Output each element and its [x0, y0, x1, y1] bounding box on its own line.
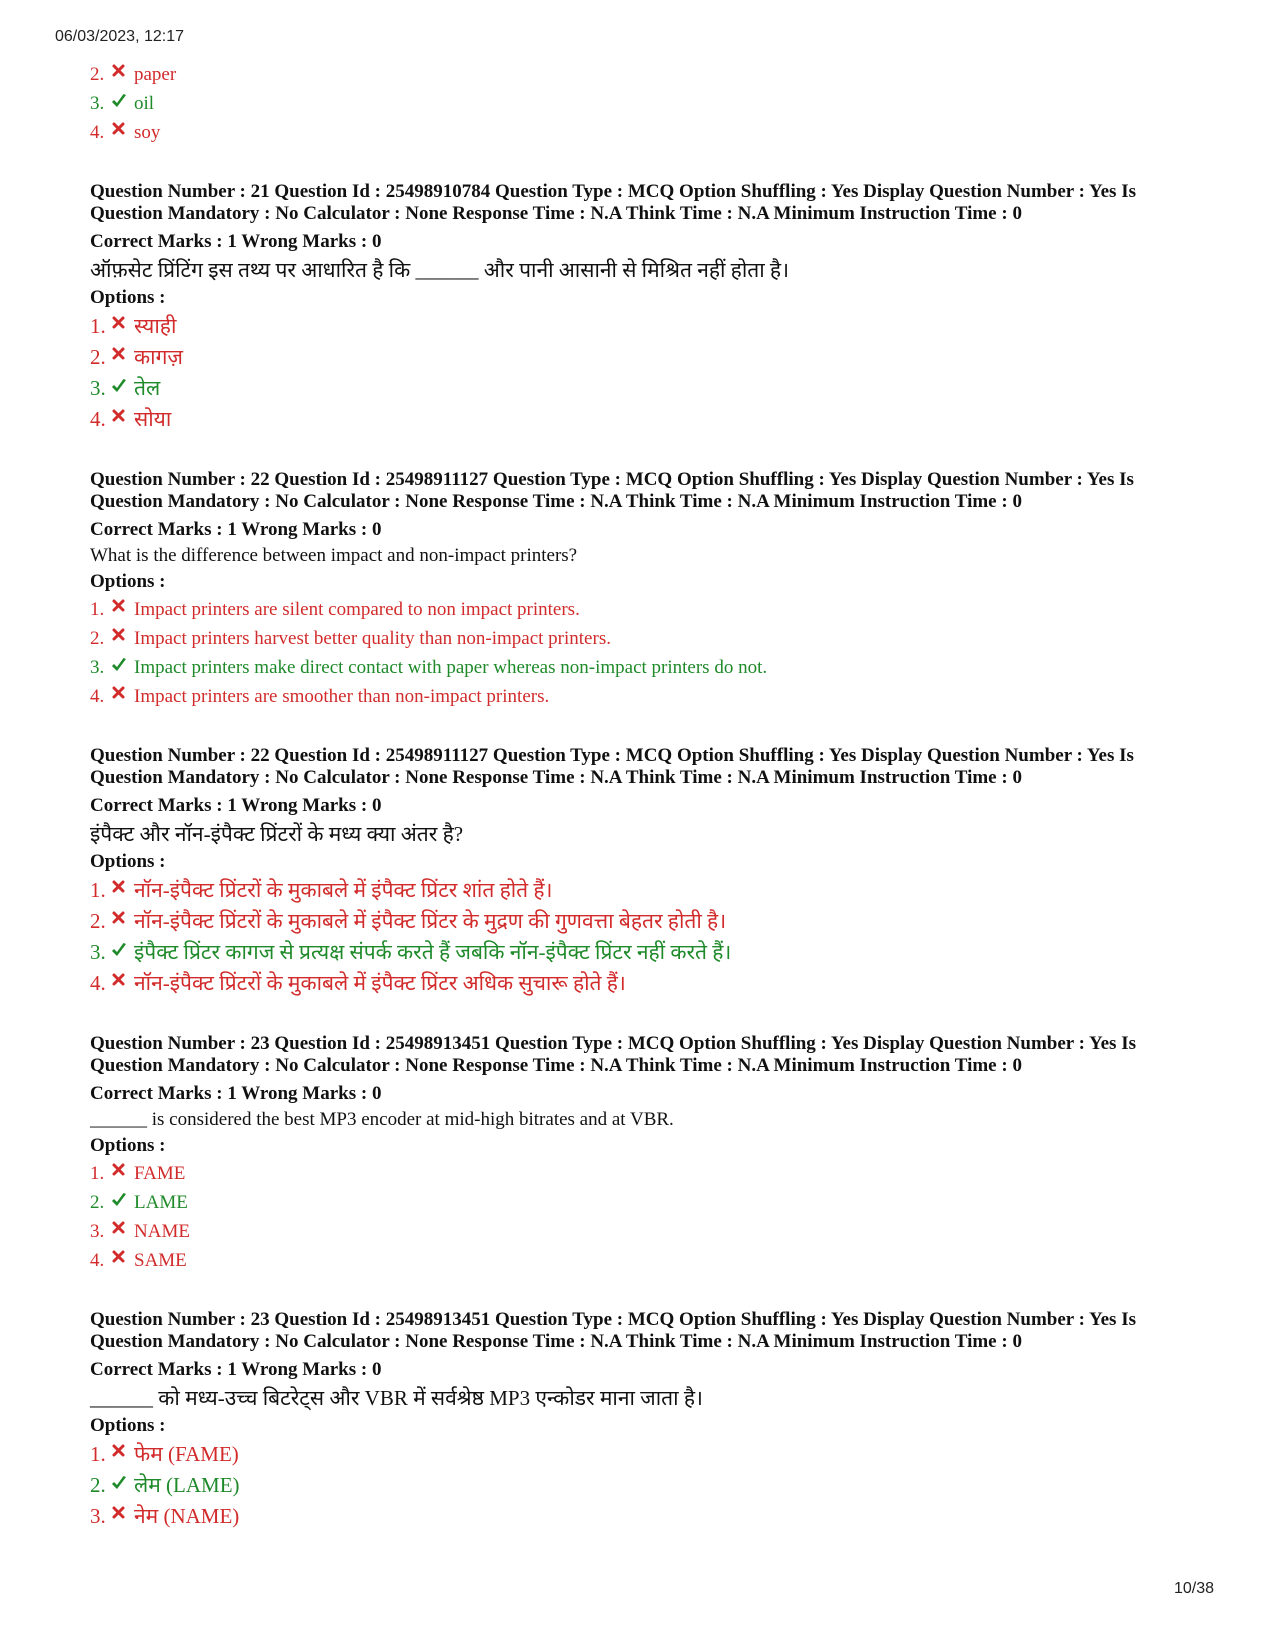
- option-number: 2.: [90, 345, 106, 369]
- question-meta: [90, 181, 1200, 225]
- cross-icon: [110, 118, 134, 147]
- option-number: 2.: [90, 1192, 105, 1213]
- option-text: नॉन-इंपैक्ट प्रिंटरों के मुकाबले में इंपैक्ट प्रिंटर शांत होते हैं।: [134, 878, 553, 902]
- option-text: SAME: [134, 1250, 187, 1271]
- question-meta-line: Question Mandatory : No Calculator : None Response Time : N.A Think Time : N.A Minimum Instruction Time : 0: [90, 1055, 1022, 1076]
- option-text: नॉन-इंपैक्ट प्रिंटरों के मुकाबले में इंपैक्ट प्रिंटर के मुद्रण की गुणवत्ता बेहतर होती है।: [134, 909, 727, 933]
- question-text: ______ को मध्य-उच्च बिटरेट्स और VBR में सर्वश्रेष्ठ MP3 एन्कोडर माना जाता है।: [90, 1386, 703, 1410]
- question-marks: Correct Marks : 1 Wrong Marks : 0: [90, 231, 382, 252]
- question-marks: Correct Marks : 1 Wrong Marks : 0: [90, 795, 382, 816]
- options-label: Options :: [90, 851, 166, 872]
- question-block: [90, 181, 1200, 435]
- option-number: 4.: [90, 971, 106, 995]
- check-icon: [110, 938, 134, 967]
- options-label: Options :: [90, 571, 166, 592]
- option-item: [90, 937, 1200, 968]
- option-item: [90, 1159, 1200, 1188]
- cross-icon: [110, 876, 134, 905]
- options-label: Options :: [90, 1135, 166, 1156]
- question-meta: [90, 745, 1200, 789]
- question-meta-line: Question Number : 21 Question Id : 25498910784 Question Type : MCQ Option Shuffling : Yes Display Question Number : Yes Is: [90, 181, 1136, 202]
- options-label: Options :: [90, 1415, 166, 1436]
- option-item: [90, 311, 1200, 342]
- question-meta-line: Question Mandatory : No Calculator : None Response Time : N.A Think Time : N.A Minimum Instruction Time : 0: [90, 491, 1022, 512]
- print-timestamp: 06/03/2023, 12:17: [55, 28, 185, 45]
- option-number: 1.: [90, 1163, 105, 1184]
- option-item: [90, 1188, 1200, 1217]
- option-item: [90, 1217, 1200, 1246]
- question-marks: Correct Marks : 1 Wrong Marks : 0: [90, 519, 382, 540]
- option-item: [90, 875, 1200, 906]
- option-item: [90, 342, 1200, 373]
- question-meta-line: Question Number : 23 Question Id : 25498913451 Question Type : MCQ Option Shuffling : Yes Display Question Number : Yes Is: [90, 1033, 1136, 1054]
- option-number: 2.: [90, 909, 106, 933]
- option-text: Impact printers harvest better quality than non-impact printers.: [134, 628, 611, 649]
- question-meta: [90, 1309, 1200, 1353]
- option-item: [90, 682, 1200, 711]
- option-item: [90, 1501, 1200, 1532]
- options-list: [90, 1439, 1200, 1532]
- option-text: Impact printers make direct contact with paper whereas non-impact printers do not.: [134, 657, 768, 678]
- questions-list: [90, 181, 1200, 1532]
- cross-icon: [110, 312, 134, 341]
- question-meta-line: Question Mandatory : No Calculator : None Response Time : N.A Think Time : N.A Minimum Instruction Time : 0: [90, 1331, 1022, 1352]
- question-text: ______ is considered the best MP3 encoder at mid-high bitrates and at VBR.: [90, 1109, 674, 1130]
- question-block: [90, 1033, 1200, 1275]
- cross-icon: [110, 682, 134, 711]
- cross-icon: [110, 624, 134, 653]
- options-list: [90, 1159, 1200, 1275]
- option-text: सोया: [134, 407, 172, 431]
- continued-options-list: [90, 60, 1200, 147]
- check-icon: [110, 653, 134, 682]
- option-text: Impact printers are smoother than non-impact printers.: [134, 686, 550, 707]
- options-list: [90, 595, 1200, 711]
- question-marks: Correct Marks : 1 Wrong Marks : 0: [90, 1359, 382, 1380]
- option-number: 3.: [90, 1504, 106, 1528]
- option-number: 3.: [90, 1221, 105, 1242]
- question-meta-line: Question Number : 23 Question Id : 25498913451 Question Type : MCQ Option Shuffling : Yes Display Question Number : Yes Is: [90, 1309, 1136, 1330]
- option-text: soy: [134, 122, 161, 143]
- option-item: [90, 968, 1200, 999]
- option-number: 1.: [90, 314, 106, 338]
- cross-icon: [110, 1502, 134, 1531]
- question-meta: [90, 469, 1200, 513]
- option-number: 3.: [90, 93, 105, 114]
- options-list: [90, 311, 1200, 435]
- question-meta-line: Question Mandatory : No Calculator : None Response Time : N.A Think Time : N.A Minimum Instruction Time : 0: [90, 767, 1022, 788]
- option-number: 1.: [90, 599, 105, 620]
- cross-icon: [110, 907, 134, 936]
- option-text: तेल: [134, 376, 161, 400]
- option-text: कागज़: [134, 345, 183, 369]
- question-paper: [90, 60, 1200, 1532]
- option-text: Impact printers are silent compared to non impact printers.: [134, 599, 580, 620]
- option-number: 4.: [90, 407, 106, 431]
- check-icon: [110, 89, 134, 118]
- option-item: [90, 624, 1200, 653]
- option-item: [90, 1246, 1200, 1275]
- option-text: FAME: [134, 1163, 186, 1184]
- option-text: नेम (NAME): [134, 1504, 240, 1528]
- question-meta-line: Question Number : 22 Question Id : 25498911127 Question Type : MCQ Option Shuffling : Yes Display Question Number : Yes Is: [90, 745, 1134, 766]
- option-number: 2.: [90, 1473, 106, 1497]
- option-item: [90, 89, 1200, 118]
- option-number: 1.: [90, 878, 106, 902]
- option-number: 4.: [90, 686, 105, 707]
- option-item: [90, 118, 1200, 147]
- option-text: फेम (FAME): [134, 1442, 239, 1466]
- option-item: [90, 373, 1200, 404]
- question-meta-line: Question Mandatory : No Calculator : None Response Time : N.A Think Time : N.A Minimum Instruction Time : 0: [90, 203, 1022, 224]
- question-text: इंपैक्ट और नॉन-इंपैक्ट प्रिंटरों के मध्य क्या अंतर है?: [90, 822, 464, 846]
- option-item: [90, 404, 1200, 435]
- option-text: स्याही: [134, 314, 177, 338]
- check-icon: [110, 374, 134, 403]
- option-number: 4.: [90, 122, 105, 143]
- option-text: इंपैक्ट प्रिंटर कागज से प्रत्यक्ष संपर्क करते हैं जबकि नॉन-इंपैक्ट प्रिंटर नहीं करते हैं।: [134, 940, 732, 964]
- option-item: [90, 906, 1200, 937]
- question-marks: Correct Marks : 1 Wrong Marks : 0: [90, 1083, 382, 1104]
- option-text: oil: [134, 93, 155, 114]
- check-icon: [110, 1188, 134, 1217]
- question-meta-line: Question Number : 22 Question Id : 25498911127 Question Type : MCQ Option Shuffling : Yes Display Question Number : Yes Is: [90, 469, 1134, 490]
- option-text: लेम (LAME): [134, 1473, 240, 1497]
- option-number: 4.: [90, 1250, 105, 1271]
- option-item: [90, 653, 1200, 682]
- option-item: [90, 1439, 1200, 1470]
- option-number: 3.: [90, 940, 106, 964]
- option-number: 2.: [90, 64, 105, 85]
- page-number: 10/38: [1174, 1580, 1215, 1597]
- options-label: Options :: [90, 287, 166, 308]
- cross-icon: [110, 405, 134, 434]
- question-meta: [90, 1033, 1200, 1077]
- options-list: [90, 875, 1200, 999]
- option-text: paper: [134, 64, 177, 85]
- option-item: [90, 60, 1200, 89]
- question-block: [90, 745, 1200, 999]
- option-item: [90, 1470, 1200, 1501]
- option-text: NAME: [134, 1221, 190, 1242]
- question-text: ऑफ़सेट प्रिंटिंग इस तथ्य पर आधारित है कि ______ और पानी आसानी से मिश्रित नहीं होता है।: [90, 258, 790, 282]
- cross-icon: [110, 343, 134, 372]
- check-icon: [110, 1471, 134, 1500]
- cross-icon: [110, 595, 134, 624]
- question-block: [90, 1309, 1200, 1532]
- option-item: [90, 595, 1200, 624]
- cross-icon: [110, 1159, 134, 1188]
- option-text: नॉन-इंपैक्ट प्रिंटरों के मुकाबले में इंपैक्ट प्रिंटर अधिक सुचारू होते हैं।: [134, 971, 626, 995]
- cross-icon: [110, 1440, 134, 1469]
- option-number: 1.: [90, 1442, 106, 1466]
- option-number: 2.: [90, 628, 105, 649]
- option-number: 3.: [90, 376, 106, 400]
- cross-icon: [110, 1246, 134, 1275]
- cross-icon: [110, 969, 134, 998]
- question-block: [90, 469, 1200, 711]
- question-text: What is the difference between impact and non-impact printers?: [90, 545, 578, 566]
- cross-icon: [110, 1217, 134, 1246]
- cross-icon: [110, 60, 134, 89]
- option-text: LAME: [134, 1192, 188, 1213]
- option-number: 3.: [90, 657, 105, 678]
